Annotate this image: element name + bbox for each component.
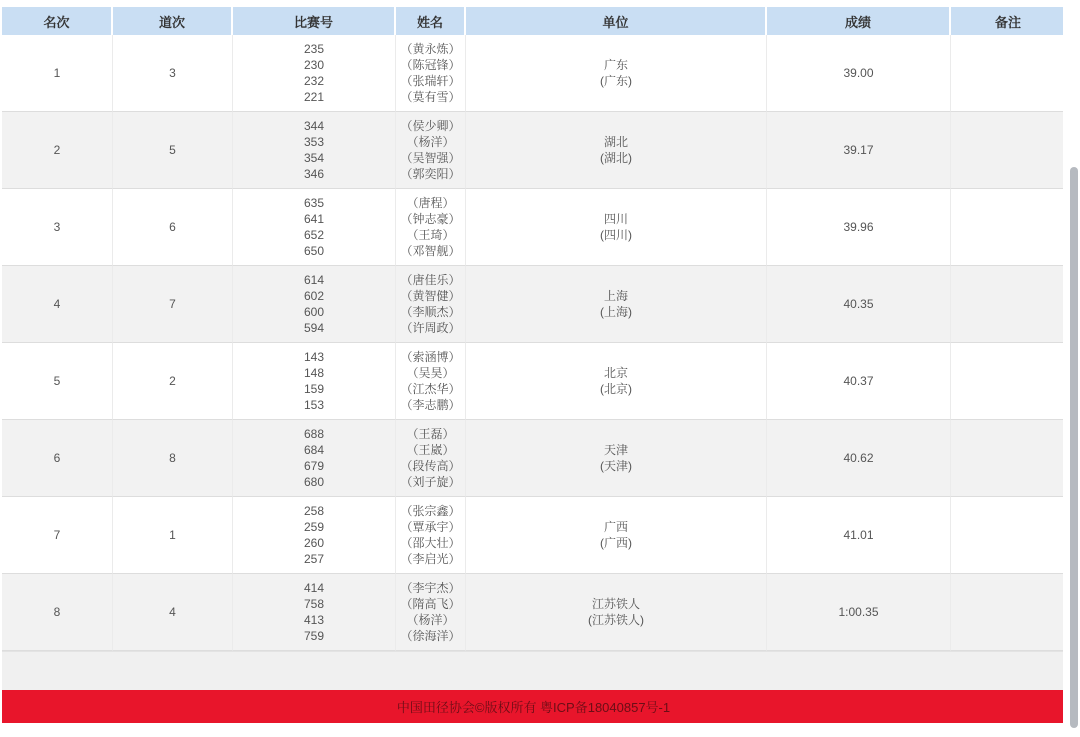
athlete-names-cell	[396, 420, 466, 497]
bib-number: 635	[303, 196, 325, 210]
results-table-body	[2, 35, 1065, 651]
lane-cell: 3	[113, 35, 233, 112]
athlete-name: （吴昊）	[406, 366, 455, 380]
athlete-name: （杨洋）	[406, 135, 455, 149]
result-cell: 39.17	[767, 112, 951, 189]
athlete-name: （莫有雪）	[400, 90, 461, 104]
bib-number: 257	[303, 552, 325, 566]
remark-cell	[951, 112, 1065, 189]
athlete-names-cell	[396, 189, 466, 266]
athlete-name: （李志鹏）	[400, 398, 461, 412]
remark-cell	[951, 189, 1065, 266]
athlete-name: （唐程）	[406, 196, 455, 210]
bib-number: 600	[303, 305, 325, 319]
bib-number: 414	[303, 581, 325, 595]
table-bottom-spacer	[2, 651, 1067, 690]
footer-copyright-text: 中国田径协会©版权所有 粤ICP备18040857号-1	[396, 700, 671, 715]
athlete-names-cell	[396, 35, 466, 112]
athlete-name: （刘子旋）	[400, 475, 461, 489]
unit-subname: (天津)	[600, 459, 632, 473]
lane-cell: 7	[113, 266, 233, 343]
athlete-names-cell	[396, 343, 466, 420]
bib-number: 153	[303, 398, 325, 412]
unit-subname: (湖北)	[600, 151, 632, 165]
athlete-names-cell	[396, 266, 466, 343]
athlete-name: （黄永炼）	[400, 42, 461, 56]
athlete-name: （李宇杰）	[400, 581, 461, 595]
bib-number: 344	[303, 119, 325, 133]
remark-cell	[951, 266, 1065, 343]
athlete-name: （唐佳乐）	[400, 273, 461, 287]
athlete-name: （钟志豪）	[400, 212, 461, 226]
bib-numbers-cell	[233, 343, 396, 420]
bib-numbers-cell	[233, 112, 396, 189]
athlete-names-cell	[396, 574, 466, 651]
bib-number: 259	[303, 520, 325, 534]
athlete-name: （杨洋）	[406, 613, 455, 627]
rank-cell: 5	[2, 343, 113, 420]
rank-cell: 3	[2, 189, 113, 266]
bib-number: 688	[303, 427, 325, 441]
athlete-name: （吴智强）	[400, 151, 461, 165]
athlete-name: （王崴）	[406, 443, 455, 457]
rank-cell: 8	[2, 574, 113, 651]
remark-cell	[951, 497, 1065, 574]
unit-cell	[466, 574, 767, 651]
bib-number: 614	[303, 273, 325, 287]
bib-numbers-cell	[233, 574, 396, 651]
bib-number: 602	[303, 289, 325, 303]
athlete-name: （王琦）	[406, 228, 455, 242]
bib-number: 260	[303, 536, 325, 550]
column-header-name: 姓名	[396, 7, 466, 35]
result-row	[2, 266, 1065, 343]
athlete-names-cell	[396, 112, 466, 189]
remark-cell	[951, 35, 1065, 112]
result-row	[2, 497, 1065, 574]
unit-cell	[466, 497, 767, 574]
bib-number: 652	[303, 228, 325, 242]
result-cell: 39.96	[767, 189, 951, 266]
lane-cell: 8	[113, 420, 233, 497]
column-header-result: 成绩	[767, 7, 951, 35]
athlete-name: （侯少卿）	[400, 119, 461, 133]
athlete-name: （陈冠锋）	[400, 58, 461, 72]
bib-number: 230	[303, 58, 325, 72]
rank-cell: 1	[2, 35, 113, 112]
bib-numbers-cell	[233, 189, 396, 266]
bib-numbers-cell	[233, 497, 396, 574]
lane-cell: 2	[113, 343, 233, 420]
athlete-name: （江杰华）	[400, 382, 461, 396]
column-header-lane: 道次	[113, 7, 233, 35]
lane-cell: 4	[113, 574, 233, 651]
table-header-row	[2, 7, 1065, 35]
bib-number: 258	[303, 504, 325, 518]
unit-subname: (江苏铁人)	[588, 613, 644, 627]
unit-cell	[466, 189, 767, 266]
unit-subname: (上海)	[600, 305, 632, 319]
unit-cell	[466, 420, 767, 497]
unit-subname: (广东)	[600, 74, 632, 88]
results-table	[2, 7, 1065, 651]
lane-cell: 5	[113, 112, 233, 189]
unit-cell	[466, 112, 767, 189]
bib-numbers-cell	[233, 35, 396, 112]
lane-cell: 1	[113, 497, 233, 574]
bib-numbers-cell	[233, 266, 396, 343]
bib-number: 594	[303, 321, 325, 335]
bib-number: 232	[303, 74, 325, 88]
unit-name: 天津	[603, 443, 628, 457]
athlete-name: （邵大壮）	[400, 536, 461, 550]
result-row	[2, 112, 1065, 189]
result-row	[2, 574, 1065, 651]
column-header-unit: 单位	[466, 7, 767, 35]
result-row	[2, 343, 1065, 420]
rank-cell: 7	[2, 497, 113, 574]
unit-name: 上海	[603, 289, 628, 303]
scrollbar-track[interactable]	[1063, 0, 1080, 737]
bib-number: 235	[303, 42, 325, 56]
bib-number: 353	[303, 135, 325, 149]
unit-subname: (广西)	[600, 536, 632, 550]
athlete-name: （覃承宇）	[400, 520, 461, 534]
column-header-rank: 名次	[2, 7, 113, 35]
result-cell: 40.62	[767, 420, 951, 497]
footer-bar	[2, 690, 1065, 723]
athlete-names-cell	[396, 497, 466, 574]
athlete-name: （许周政）	[400, 321, 461, 335]
unit-name: 湖北	[603, 135, 628, 149]
unit-name: 广西	[603, 520, 628, 534]
athlete-name: （郭奕阳）	[400, 167, 461, 181]
unit-cell	[466, 343, 767, 420]
rank-cell: 2	[2, 112, 113, 189]
bib-number: 758	[303, 597, 325, 611]
bib-numbers-cell	[233, 420, 396, 497]
bib-number: 143	[303, 350, 325, 364]
athlete-name: （徐海洋）	[400, 629, 461, 643]
result-row	[2, 189, 1065, 266]
column-header-remark: 备注	[951, 7, 1065, 35]
result-cell: 40.35	[767, 266, 951, 343]
unit-cell	[466, 266, 767, 343]
bottom-strip	[2, 723, 1065, 737]
bib-number: 221	[303, 90, 325, 104]
unit-subname: (四川)	[600, 228, 632, 242]
rank-cell: 6	[2, 420, 113, 497]
unit-name: 四川	[603, 212, 628, 226]
scrollbar-thumb[interactable]	[1070, 167, 1078, 728]
result-row	[2, 420, 1065, 497]
result-cell: 41.01	[767, 497, 951, 574]
unit-cell	[466, 35, 767, 112]
athlete-name: （段传高）	[400, 459, 461, 473]
bib-number: 354	[303, 151, 325, 165]
bib-number: 680	[303, 475, 325, 489]
lane-cell: 6	[113, 189, 233, 266]
bib-number: 759	[303, 629, 325, 643]
column-header-bib: 比赛号	[233, 7, 396, 35]
athlete-name: （隋高飞）	[400, 597, 461, 611]
remark-cell	[951, 420, 1065, 497]
athlete-name: （王磊）	[406, 427, 455, 441]
athlete-name: （张宗鑫）	[400, 504, 461, 518]
result-cell: 40.37	[767, 343, 951, 420]
bib-number: 346	[303, 167, 325, 181]
result-row	[2, 35, 1065, 112]
bib-number: 159	[303, 382, 325, 396]
athlete-name: （索涵博）	[400, 350, 461, 364]
unit-name: 江苏铁人	[591, 597, 640, 611]
bib-number: 641	[303, 212, 325, 226]
athlete-name: （李顺杰）	[400, 305, 461, 319]
athlete-name: （黄智健）	[400, 289, 461, 303]
bib-number: 679	[303, 459, 325, 473]
bib-number: 413	[303, 613, 325, 627]
bib-number: 650	[303, 244, 325, 258]
unit-name: 广东	[603, 58, 628, 72]
athlete-name: （邓智舰）	[400, 244, 461, 258]
rank-cell: 4	[2, 266, 113, 343]
remark-cell	[951, 343, 1065, 420]
unit-name: 北京	[603, 366, 628, 380]
result-cell: 1:00.35	[767, 574, 951, 651]
athlete-name: （李启光）	[400, 552, 461, 566]
bib-number: 148	[303, 366, 325, 380]
result-cell: 39.00	[767, 35, 951, 112]
remark-cell	[951, 574, 1065, 651]
unit-subname: (北京)	[600, 382, 632, 396]
bib-number: 684	[303, 443, 325, 457]
athlete-name: （张瑞轩）	[400, 74, 461, 88]
